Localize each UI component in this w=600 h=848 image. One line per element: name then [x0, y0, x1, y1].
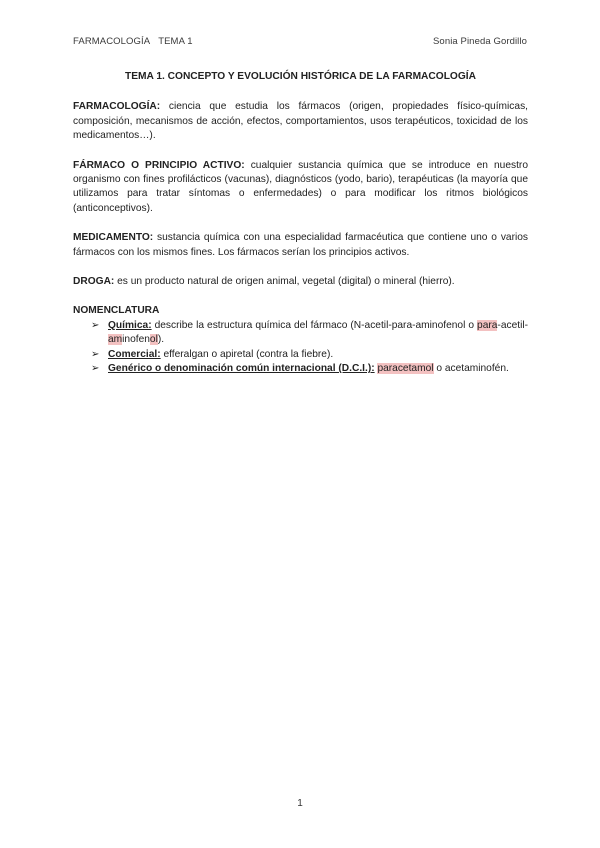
highlight-am: am: [108, 334, 123, 346]
list-item-generico: [91, 362, 528, 376]
term-farmacologia: FARMACOLOGÍA:: [73, 101, 161, 113]
arrow-bullet-icon: ➢: [91, 348, 100, 360]
label-comercial: Comercial:: [108, 348, 161, 360]
definition-droga: [73, 275, 528, 289]
list-item-comercial: [91, 348, 528, 362]
page-number: 1: [297, 798, 303, 809]
text-farmacologia: ciencia que estudia los fármacos (origen, propiedades físico-químicas, composición, mecanismos de acción, efectos, comportamientos, usos terapéuticos, toxicidad de los medicamentos…).: [73, 101, 528, 142]
arrow-bullet-icon: ➢: [91, 363, 100, 375]
label-quimica: Química:: [108, 319, 152, 331]
term-droga: DROGA:: [73, 276, 115, 288]
text-generico: o acetaminofén.: [433, 363, 509, 375]
text-quimica: describe la estructura química del fármaco (N-acetil-para-aminofenol o: [151, 319, 478, 331]
text-close: ).: [157, 334, 165, 346]
header-topic: TEMA 1: [158, 36, 193, 47]
nomenclatura-heading: NOMENCLATURA: [73, 305, 160, 317]
running-header-author: Sonia Pineda Gordillo: [433, 36, 527, 47]
text-droga: es un producto natural de origen animal, vegetal (digital) o mineral (hierro).: [114, 276, 455, 288]
highlight-para: para: [477, 319, 498, 331]
term-medicamento: MEDICAMENTO:: [73, 232, 154, 244]
highlight-ol: ol: [149, 334, 158, 346]
text-comercial: efferalgan o apiretal (contra la fiebre).: [160, 348, 334, 360]
highlight-paracetamol: paracetamol: [377, 363, 434, 375]
label-generico: Genérico o denominación común internacional (D.C.I.):: [108, 363, 375, 375]
text-inofen: inofen: [122, 334, 150, 346]
list-item-quimica: [91, 319, 528, 348]
definition-farmacologia: [73, 100, 528, 143]
running-header-left: [73, 36, 193, 47]
definition-medicamento: [73, 231, 528, 260]
page-body: [73, 70, 528, 377]
definition-farmaco: [73, 159, 528, 217]
header-subject: FARMACOLOGÍA: [73, 36, 151, 47]
arrow-bullet-icon: ➢: [91, 319, 100, 331]
text-farmaco: cualquier sustancia química que se introduce en nuestro organismo con fines profilácticos (vacunas), diagnósticos (yodo, bario), terapéuticas (la mayoría que utilizamos para tratar síntomas o enfermedades) o para modificar los ritmos biológicos (anticonceptivos).: [73, 159, 528, 214]
document-title: TEMA 1. CONCEPTO Y EVOLUCIÓN HISTÓRICA DE LA FARMACOLOGÍA: [125, 71, 476, 82]
text-medicamento: sustancia química con una especialidad farmacéutica que contiene uno o varios fármacos con los mismos fines. Los fármacos serían los principios activos.: [73, 232, 528, 258]
nomenclatura-list: [73, 319, 528, 377]
term-farmaco: FÁRMACO O PRINCIPIO ACTIVO:: [73, 159, 245, 171]
text-acetil: -acetil-: [497, 319, 528, 331]
